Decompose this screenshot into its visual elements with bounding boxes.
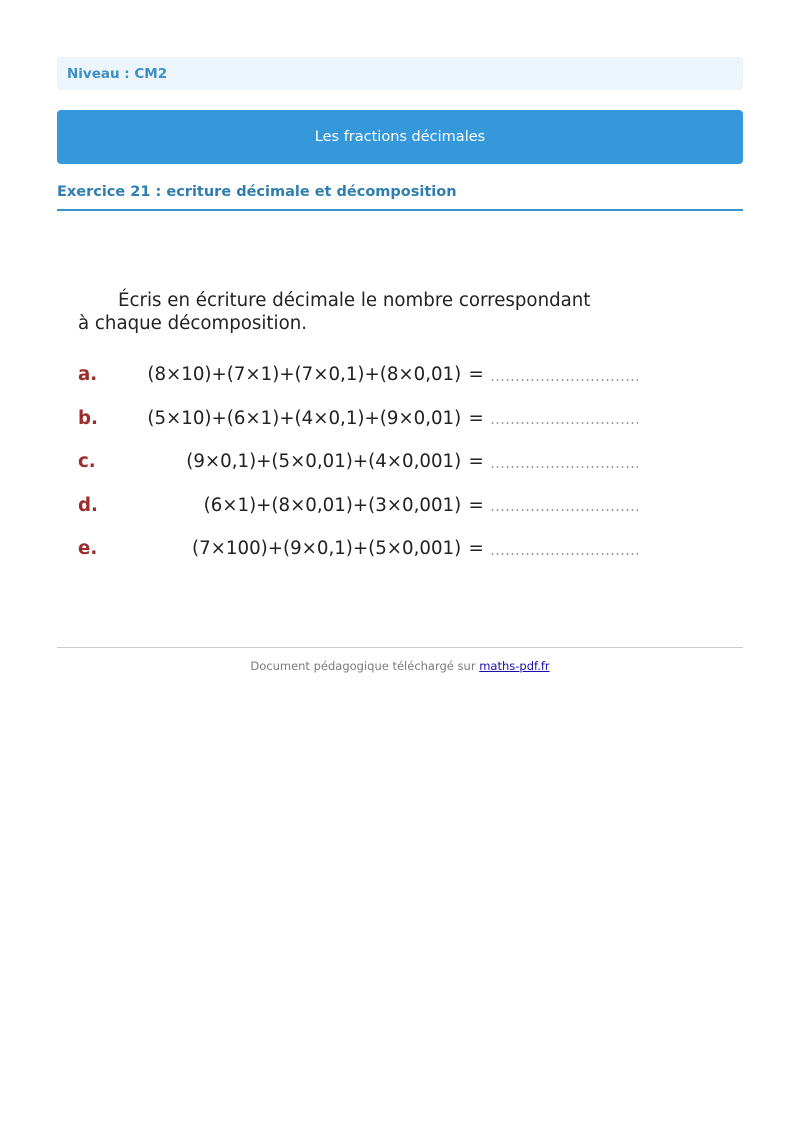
- answer-blank[interactable]: [490, 422, 638, 424]
- answer-blank[interactable]: [490, 379, 638, 381]
- decomposition-item-a: [78, 353, 638, 397]
- footer: [57, 659, 743, 673]
- instruction-line-2: à chaque décomposition.: [78, 313, 308, 334]
- item-letter: d.: [78, 494, 98, 516]
- lesson-title-banner: [57, 110, 743, 164]
- exercise-title: Exercice 21 : ecriture décimale et décomposition: [57, 184, 743, 211]
- level-banner: [57, 57, 743, 90]
- footer-divider: [57, 647, 743, 648]
- item-expression: (9×0,1)+(5×0,01)+(4×0,001): [186, 451, 462, 473]
- item-expression: (8×10)+(7×1)+(7×0,1)+(8×0,01): [147, 364, 462, 386]
- item-expression: (6×1)+(8×0,01)+(3×0,001): [203, 494, 462, 516]
- exercise-instruction: [78, 289, 638, 335]
- answer-blank[interactable]: [490, 509, 638, 511]
- equals-sign: =: [468, 364, 484, 386]
- answer-blank[interactable]: [490, 553, 638, 555]
- item-expression: (7×100)+(9×0,1)+(5×0,001): [192, 538, 462, 560]
- item-expression: (5×10)+(6×1)+(4×0,1)+(9×0,01): [147, 407, 462, 429]
- equals-sign: =: [468, 494, 484, 516]
- item-letter: e.: [78, 538, 98, 560]
- exercise-content: [78, 289, 638, 571]
- decomposition-list: [78, 353, 638, 571]
- item-letter: c.: [78, 451, 96, 473]
- equals-sign: =: [468, 538, 484, 560]
- answer-blank[interactable]: [490, 466, 638, 468]
- decomposition-item-d: [78, 484, 638, 528]
- decomposition-item-c: [78, 440, 638, 484]
- footer-link[interactable]: maths-pdf.fr: [479, 659, 550, 673]
- lesson-title: Les fractions décimales: [314, 129, 486, 145]
- item-letter: b.: [78, 407, 98, 429]
- footer-text: Document pédagogique téléchargé sur: [250, 659, 480, 673]
- decomposition-item-b: [78, 397, 638, 441]
- equals-sign: =: [468, 407, 484, 429]
- item-letter: a.: [78, 364, 98, 386]
- decomposition-item-e: [78, 527, 638, 571]
- equals-sign: =: [468, 451, 484, 473]
- level-label: Niveau : CM2: [67, 65, 168, 82]
- instruction-line-1: Écris en écriture décimale le nombre correspondant: [118, 290, 591, 311]
